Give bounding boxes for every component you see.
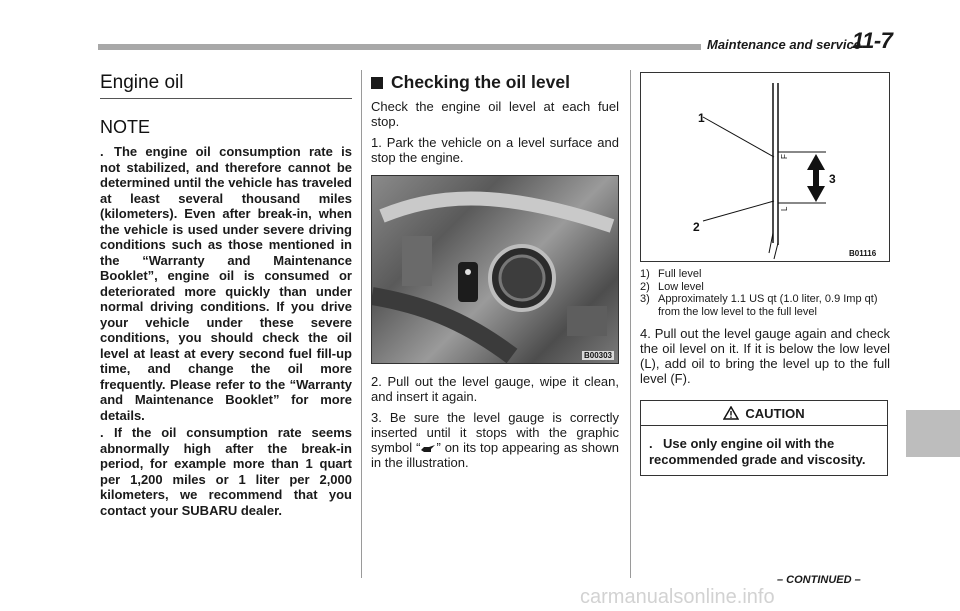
bullet: . [100,425,104,440]
page-number: 11-7 [852,28,893,53]
note-text: The engine oil consumption rate is not stabilized, and therefore cannot be determined until the vehicle has traveled at least several thousand miles (kilometers). Even after break-in, when the vehicle is used under severe driving conditions such as those mentioned in the “Warranty and Maintenance Booklet”, engine oil is consumed or deteriorated more quickly than under normal driving conditions. If you drive your vehicle under these severe conditions, you should check the oil level at least at every second fuel fill-up time, and change the oil more frequently. Please refer to the “Warranty and Maintenance Booklet” for more details. [100,144,352,423]
column-divider [361,70,362,578]
subsection-heading [371,72,619,93]
legend-number: 2) [640,280,650,293]
oil-can-icon [420,444,436,454]
legend-text: Full level [658,268,702,280]
legend-number: 3) [640,293,650,305]
figure-legend [640,268,890,318]
figure-code: B01116 [849,249,877,258]
full-mark: F [780,154,789,159]
legend-text: Approximately 1.1 US qt (1.0 liter, 0.9 Imp qt) from the low level to the full level [658,293,878,318]
header-section-title: Maintenance and service [707,37,861,52]
column-level-gauge [640,72,890,476]
step-1: 1. Park the vehicle on a level surface and stop the engine. [371,135,619,165]
engine-photo-drawing [372,176,619,364]
bullet: . [100,144,104,159]
legend-item [640,268,890,281]
step-4: 4. Pull out the level gauge again and check the oil level on it. If it is below the low level (L), add oil to bring the level up to the full level (F). [640,326,890,386]
column-checking-oil [371,72,619,476]
caution-body [641,426,887,475]
step-3-text-start: 3. Be sure the level gauge is correctly inserted until it stops with the graphic symbol “ [371,410,619,455]
legend-text: Low level [658,280,704,293]
caution-header [641,401,887,426]
step-2: 2. Pull out the level gauge, wipe it clean, and insert it again. [371,374,619,404]
column-engine-oil [100,72,352,520]
callout-1: 1 [698,111,705,125]
bullet: . [649,436,653,451]
legend-item [640,293,890,318]
section-heading: Engine oil [100,72,352,99]
square-bullet-icon [371,77,383,89]
legend-number: 1) [640,268,650,280]
callout-2: 2 [693,220,700,234]
figure-code: B00303 [583,351,612,360]
low-mark: L [780,206,789,211]
section-tab [906,410,960,457]
engine-bay-photo [371,175,619,364]
warning-triangle-icon [723,406,739,420]
callout-3: 3 [829,172,836,186]
caution-text: Use only engine oil with the recommended grade and viscosity. [649,436,866,467]
header-rule [98,44,701,50]
caution-title: CAUTION [745,405,805,421]
caution-box [640,400,888,476]
intro-text: Check the engine oil level at each fuel stop. [371,99,619,129]
note-paragraph [100,144,352,423]
note-title: NOTE [100,117,151,137]
step-3 [371,410,619,470]
level-gauge-illustration [640,72,890,262]
watermark: carmanualsonline.info [580,586,775,608]
step-3-text-end: ” on its top appearing as shown in the illustration. [371,440,619,470]
note-text: If the oil consumption rate seems abnormally high after the break-in period, for example more than 1 quart per 1,200 miles or 1 liter per 2,000 kilometers, we recommend that you contact your SUBARU dealer. [100,425,352,518]
subsection-heading-text: Checking the oil level [391,72,570,92]
column-divider [630,70,631,578]
level-gauge-drawing [641,73,890,262]
legend-item [640,281,890,294]
continued-label: – CONTINUED – [777,574,861,586]
note-paragraph [100,425,352,518]
